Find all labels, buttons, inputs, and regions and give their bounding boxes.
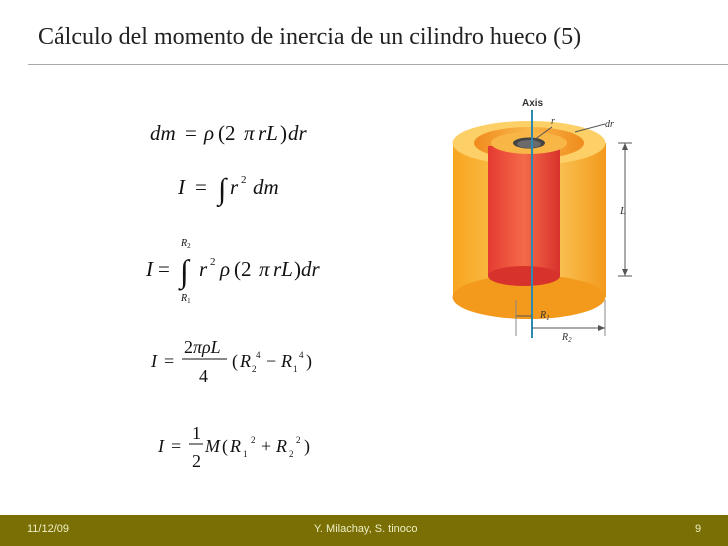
svg-text:I: I (151, 351, 157, 371)
svg-text:M: M (205, 436, 220, 456)
svg-text:−: − (266, 351, 277, 371)
svg-text:2: 2 (289, 449, 294, 459)
svg-text:ρ: ρ (220, 257, 231, 281)
svg-text:=: = (164, 351, 175, 371)
svg-text:r: r (199, 257, 208, 281)
equation-inertia-final (157, 423, 310, 471)
svg-text:2: 2 (252, 364, 257, 374)
svg-text:=: = (158, 257, 170, 281)
equation-inertia-result (150, 337, 312, 386)
svg-text:2: 2 (296, 435, 301, 445)
svg-text:(: ( (222, 436, 228, 456)
svg-text:2: 2 (251, 435, 256, 445)
svg-text:): ) (306, 351, 312, 371)
svg-text:I: I (146, 257, 153, 281)
R2-label: $R_2$ (562, 332, 572, 344)
footer-date: 11/12/09 (27, 523, 70, 535)
svg-text:I =: I = (178, 175, 207, 199)
svg-text:R2: $R_2$ (181, 238, 191, 250)
svg-text:R: R (230, 436, 241, 456)
thickness-dr-label: dr (605, 119, 614, 130)
svg-text:2πρL: 2πρL (184, 337, 221, 357)
svg-text:2: 2 (192, 451, 201, 471)
svg-text:R: R (281, 351, 292, 371)
svg-text:+: + (261, 436, 272, 456)
svg-text:R1: $R_1$ (181, 293, 191, 305)
svg-text:=: = (171, 436, 182, 456)
svg-text:( R: ( R (232, 351, 251, 371)
svg-text:1: 1 (293, 364, 298, 374)
equation-inertia-integral (177, 173, 279, 208)
svg-text:∫: ∫ (218, 173, 227, 206)
slide-footer (0, 515, 728, 546)
hollow-cylinder-figure (453, 98, 633, 344)
svg-text:2: 2 (210, 256, 216, 268)
svg-text:1: 1 (243, 449, 248, 459)
svg-text:): ) (304, 436, 310, 456)
radius-r-label: r (551, 116, 555, 127)
svg-text:r: r (230, 175, 239, 199)
svg-text:(2 π rL ): (2 π rL ) dr (234, 257, 320, 281)
length-L-label: L (620, 205, 627, 217)
footer-author: Y. Milachay, S. tinoco (314, 523, 418, 535)
svg-text:dm: dm (253, 175, 279, 199)
equation-inertia-bounded (145, 238, 321, 305)
svg-text:∫: ∫ (180, 253, 189, 289)
svg-text:4: 4 (256, 350, 261, 360)
svg-text:dm = ρ (2: dm = ρ (2 π rL ) dr (150, 121, 307, 145)
svg-text:2: 2 (241, 174, 247, 186)
equation-dm (150, 121, 308, 145)
R1-label: $R_1$ (540, 310, 550, 322)
svg-text:4: 4 (299, 350, 304, 360)
footer-page-number: 9 (695, 523, 702, 535)
svg-text:R: R (276, 436, 287, 456)
axis-label: Axis (522, 98, 544, 109)
svg-text:4: 4 (199, 366, 208, 386)
slide-title: Cálculo del momento de inercia de un cilindro hueco (5) (38, 24, 582, 50)
svg-text:1: 1 (192, 423, 201, 443)
svg-text:I: I (158, 436, 164, 456)
